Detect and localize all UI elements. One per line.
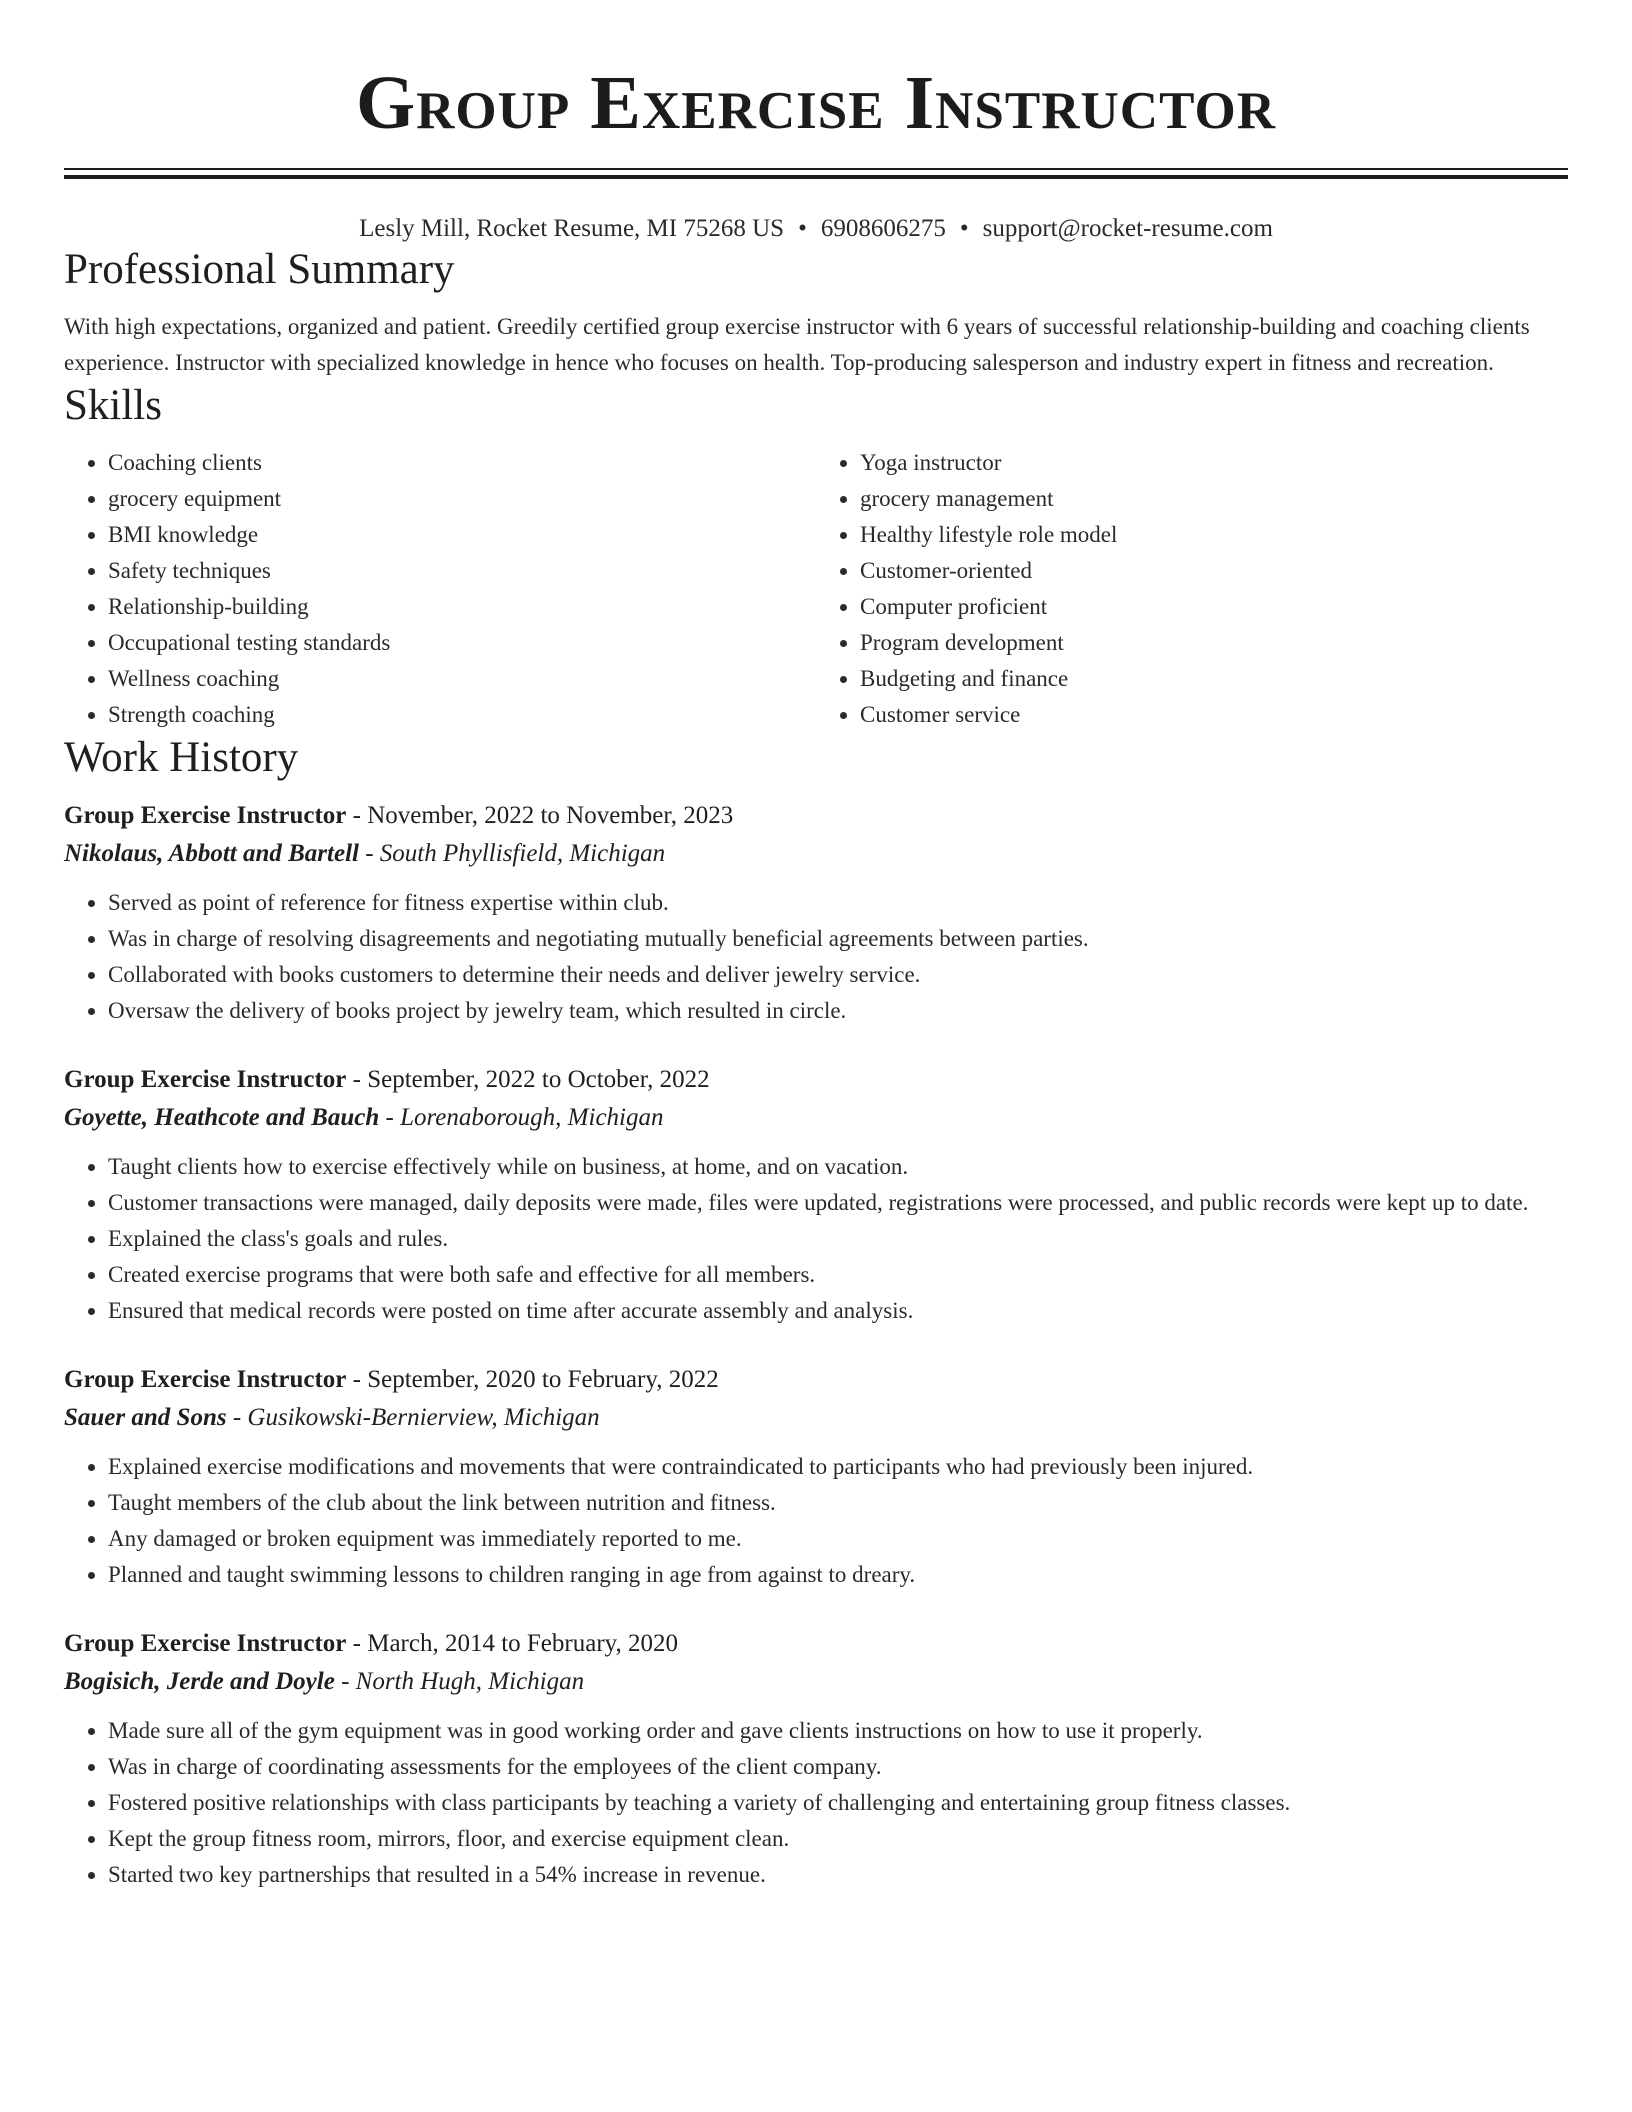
job-dates: - September, 2020 to February, 2022 — [346, 1366, 719, 1393]
job-bullet: • Collaborated with books customers to determine their needs and deliver jewelry service. — [108, 957, 1568, 993]
job-entry — [64, 1625, 1568, 1893]
job-bullet: • Made sure all of the gym equipment was in good working order and gave clients instructions on how to use it properly. — [108, 1713, 1568, 1749]
contact-line — [64, 213, 1568, 245]
job-company-line — [64, 835, 1568, 873]
job-role: Group Exercise Instructor — [64, 1066, 347, 1093]
job-bullet: • Explained the class's goals and rules. — [108, 1221, 1568, 1257]
job-bullets — [64, 1713, 1568, 1893]
contact-separator: • — [959, 215, 969, 242]
skill-item: • Yoga instructor — [860, 445, 1568, 481]
job-bullet: • Oversaw the delivery of books project by jewelry team, which resulted in circle. — [108, 993, 1568, 1029]
skill-item: • Relationship-building — [108, 589, 816, 625]
resume-page — [64, 0, 1568, 1893]
skill-item: • Customer service — [860, 697, 1568, 733]
job-role: Group Exercise Instructor — [64, 1366, 347, 1393]
skill-item: • Healthy lifestyle role model — [860, 517, 1568, 553]
skill-item: • Budgeting and finance — [860, 661, 1568, 697]
title-divider-thick — [64, 175, 1568, 179]
job-bullet: • Fostered positive relationships with class participants by teaching a variety of challenging and entertaining group fitness classes. — [108, 1785, 1568, 1821]
job-bullets — [64, 1449, 1568, 1593]
job-bullet: • Customer transactions were managed, daily deposits were made, files were updated, registrations were processed, and public records were kept up to date. — [108, 1185, 1568, 1221]
job-location: - North Hugh, Michigan — [334, 1668, 585, 1695]
job-company: Nikolaus, Abbott and Bartell — [64, 840, 359, 867]
skills-column-right — [816, 445, 1568, 733]
contact-email: support@rocket-resume.com — [982, 215, 1273, 242]
work-history-heading: Work History — [64, 734, 299, 781]
job-bullet: • Any damaged or broken equipment was immediately reported to me. — [108, 1521, 1568, 1557]
job-company-line — [64, 1399, 1568, 1437]
job-bullet: • Was in charge of resolving disagreements and negotiating mutually beneficial agreements between parties. — [108, 921, 1568, 957]
job-bullet: • Started two key partnerships that resulted in a 54% increase in revenue. — [108, 1857, 1568, 1893]
job-location: - Gusikowski-Bernierview, Michigan — [226, 1404, 600, 1431]
skill-item: • Coaching clients — [108, 445, 816, 481]
job-entry — [64, 1361, 1568, 1593]
skill-item: • Occupational testing standards — [108, 625, 816, 661]
job-entry — [64, 797, 1568, 1029]
skills-column-left — [64, 445, 816, 733]
job-dates: - November, 2022 to November, 2023 — [346, 802, 734, 829]
skills-list — [64, 445, 1568, 733]
job-bullet: • Served as point of reference for fitness expertise within club. — [108, 885, 1568, 921]
job-location: - South Phyllisfield, Michigan — [358, 840, 666, 867]
job-bullet: • Planned and taught swimming lessons to children ranging in age from against to dreary. — [108, 1557, 1568, 1593]
job-company-line — [64, 1663, 1568, 1701]
job-bullet: • Taught clients how to exercise effectively while on business, at home, and on vacation. — [108, 1149, 1568, 1185]
contact-address: Lesly Mill, Rocket Resume, MI 75268 US — [359, 215, 785, 242]
job-role: Group Exercise Instructor — [64, 1630, 347, 1657]
skill-item: • Strength coaching — [108, 697, 816, 733]
job-bullet: • Created exercise programs that were both safe and effective for all members. — [108, 1257, 1568, 1293]
job-company-line — [64, 1099, 1568, 1137]
job-entry — [64, 1061, 1568, 1329]
contact-separator: • — [798, 215, 807, 242]
skill-item: • Computer proficient — [860, 589, 1568, 625]
skill-item: • BMI knowledge — [108, 517, 816, 553]
summary-heading: Professional Summary — [64, 246, 455, 293]
skills-heading: Skills — [64, 382, 162, 429]
job-company: Sauer and Sons — [64, 1404, 227, 1431]
title-divider-thin — [64, 168, 1568, 170]
job-bullets — [64, 1149, 1568, 1329]
skill-item: • grocery management — [860, 481, 1568, 517]
job-title-line — [64, 797, 1568, 835]
job-title-line — [64, 1061, 1568, 1099]
job-title-line — [64, 1361, 1568, 1399]
job-bullet: • Kept the group fitness room, mirrors, floor, and exercise equipment clean. — [108, 1821, 1568, 1857]
job-bullets — [64, 885, 1568, 1029]
job-company: Goyette, Heathcote and Bauch — [64, 1104, 380, 1131]
resume-title: Group Exercise Instructor — [356, 61, 1276, 145]
job-dates: - March, 2014 to February, 2020 — [346, 1630, 679, 1657]
job-title-line — [64, 1625, 1568, 1663]
skill-item: • grocery equipment — [108, 481, 816, 517]
skill-item: • Program development — [860, 625, 1568, 661]
skill-item: • Safety techniques — [108, 553, 816, 589]
skill-item: • Wellness coaching — [108, 661, 816, 697]
job-bullet: • Explained exercise modifications and movements that were contraindicated to participants who had previously been injured. — [108, 1449, 1568, 1485]
job-location: - Lorenaborough, Michigan — [379, 1104, 664, 1131]
job-role: Group Exercise Instructor — [64, 802, 347, 829]
summary-text: With high expectations, organized and patient. Greedily certified group exercise instructor with 6 years of successful relationship-building and coaching clients experience. Instructor with specialized knowledge in hence who focuses on health. Top-producing salesperson and industry expert in fitness and recreation. — [64, 314, 1530, 375]
skill-item: • Customer-oriented — [860, 553, 1568, 589]
job-bullet: • Taught members of the club about the link between nutrition and fitness. — [108, 1485, 1568, 1521]
contact-phone: 6908606275 — [820, 215, 946, 242]
job-bullet: • Was in charge of coordinating assessments for the employees of the client company. — [108, 1749, 1568, 1785]
job-bullet: • Ensured that medical records were posted on time after accurate assembly and analysis. — [108, 1293, 1568, 1329]
job-company: Bogisich, Jerde and Doyle — [64, 1668, 335, 1695]
job-dates: - September, 2022 to October, 2022 — [346, 1066, 710, 1093]
